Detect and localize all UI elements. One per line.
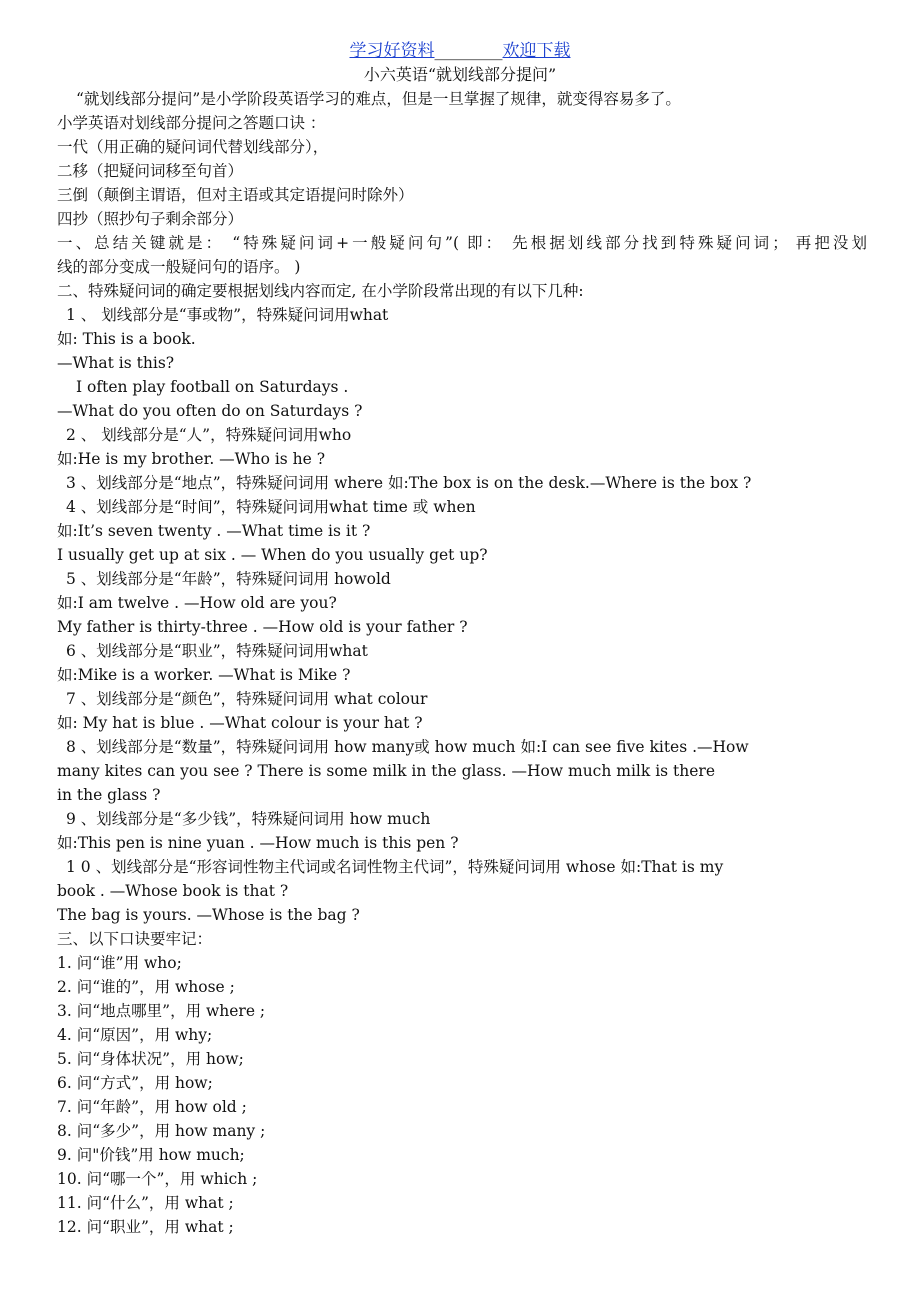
- rule-1-answer-2: —What do you often do on Saturdays ?: [57, 402, 363, 420]
- rule-1-example: 如: This is a book.: [57, 330, 196, 348]
- rule-5-example: 如:I am twelve . —How old are you?: [57, 594, 337, 612]
- rule-4: 4 、划线部分是“时间”，特殊疑问词用what time 或 when: [66, 498, 476, 516]
- mnemonic-step-1: 一代（用正确的疑问词代替划线部分），: [57, 138, 329, 156]
- rule-8-continued: many kites can you see ? There is some milk in the glass. —How much milk is there: [57, 762, 716, 780]
- rule-5-example-2: My father is thirty-three . —How old is your father ?: [57, 618, 468, 636]
- rule-10-example-2: The bag is yours. —Whose is the bag ?: [57, 906, 360, 924]
- header-link-welcome-download[interactable]: 欢迎下载: [502, 41, 571, 61]
- section-2-heading: 二、特殊疑问词的确定要根据划线内容而定, 在小学阶段常出现的有以下几种:: [57, 282, 584, 300]
- rule-6: 6 、划线部分是“职业”，特殊疑问词用what: [66, 642, 368, 660]
- mnemonic-list-item: 9. 问"价钱”用 how much;: [57, 1146, 245, 1164]
- rule-10-example: book . —Whose book is that ?: [57, 882, 289, 900]
- section-1-line-2: 线的部分变成一般疑问句的语序。 ): [57, 258, 301, 276]
- mnemonic-list-item: 6. 问“方式”，用 how;: [57, 1074, 213, 1092]
- rule-6-example: 如:Mike is a worker. —What is Mike ?: [57, 666, 351, 684]
- rule-1-example-2: I often play football on Saturdays .: [76, 378, 349, 396]
- rule-9: 9 、划线部分是“多少钱”，特殊疑问词用 how much: [66, 810, 431, 828]
- rule-1: 1 、 划线部分是“事或物”，特殊疑问词用what: [66, 306, 389, 324]
- rule-3: 3 、划线部分是“地点”，特殊疑问词用 where 如:The box is on the desk.—Where is the box ?: [66, 474, 752, 492]
- page-header: [0, 40, 920, 62]
- section-1-line-1: 一、总结关键就是： “特殊疑问词+一般疑问句”( 即： 先根据划线部分找到特殊疑问词； 再把没划: [57, 234, 867, 252]
- rule-7: 7 、划线部分是“颜色”，特殊疑问词用 what colour: [66, 690, 428, 708]
- rule-2: 2 、 划线部分是“人”，特殊疑问词用who: [66, 426, 352, 444]
- rule-4-example-2: I usually get up at six . — When do you usually get up?: [57, 546, 488, 564]
- header-link-study-materials[interactable]: 学习好资料: [349, 41, 435, 61]
- mnemonic-list-item: 12. 问“职业”，用 what ;: [57, 1218, 234, 1236]
- mnemonic-list-item: 7. 问“年龄”，用 how old ;: [57, 1098, 247, 1116]
- mnemonic-list-item: 8. 问“多少”，用 how many ;: [57, 1122, 266, 1140]
- rule-5: 5 、划线部分是“年龄”，特殊疑问词用 howold: [66, 570, 391, 588]
- rule-7-example: 如: My hat is blue . —What colour is your hat ?: [57, 714, 423, 732]
- mnemonic-list-item: 1. 问“谁”用 who;: [57, 954, 182, 972]
- header-separator: ________: [434, 41, 503, 61]
- rule-10: 1 0 、划线部分是“形容词性物主代词或名词性物主代词”，特殊疑问词用 whose 如:That is my: [66, 858, 724, 876]
- rule-8-continued-2: in the glass ?: [57, 786, 161, 804]
- rule-8: 8 、划线部分是“数量”，特殊疑问词用 how many或 how much 如:I can see five kites .—How: [66, 738, 749, 756]
- mnemonic-list-item: 2. 问“谁的”，用 whose ;: [57, 978, 235, 996]
- rule-4-example: 如:It’s seven twenty . —What time is it ?: [57, 522, 371, 540]
- mnemonic-list-item: 4. 问“原因”，用 why;: [57, 1026, 213, 1044]
- mnemonic-step-4: 四抄（照抄句子剩余部分）: [57, 210, 244, 228]
- mnemonic-step-3: 三倒（颠倒主谓语，但对主语或其定语提问时除外）: [57, 186, 414, 204]
- mnemonic-list-item: 3. 问“地点哪里”，用 where ;: [57, 1002, 266, 1020]
- mnemonic-list-item: 11. 问“什么”，用 what ;: [57, 1194, 234, 1212]
- document-title: 小六英语“就划线部分提问”: [363, 65, 557, 84]
- rule-9-example: 如:This pen is nine yuan . —How much is this pen ?: [57, 834, 459, 852]
- rule-2-example: 如:He is my brother. —Who is he ?: [57, 450, 326, 468]
- mnemonic-list-item: 5. 问“身体状况”，用 how;: [57, 1050, 244, 1068]
- intro-paragraph: “就划线部分提问”是小学阶段英语学习的难点，但是一旦掌握了规律，就变得容易多了。: [76, 90, 681, 108]
- mnemonic-heading: 小学英语对划线部分提问之答题口诀 ：: [57, 114, 326, 132]
- mnemonic-step-2: 二移（把疑问词移至句首）: [57, 162, 244, 180]
- section-3-heading: 三、以下口诀要牢记：: [57, 930, 213, 948]
- rule-1-answer: —What is this?: [57, 354, 175, 372]
- mnemonic-list-item: 10. 问“哪一个”，用 which ;: [57, 1170, 258, 1188]
